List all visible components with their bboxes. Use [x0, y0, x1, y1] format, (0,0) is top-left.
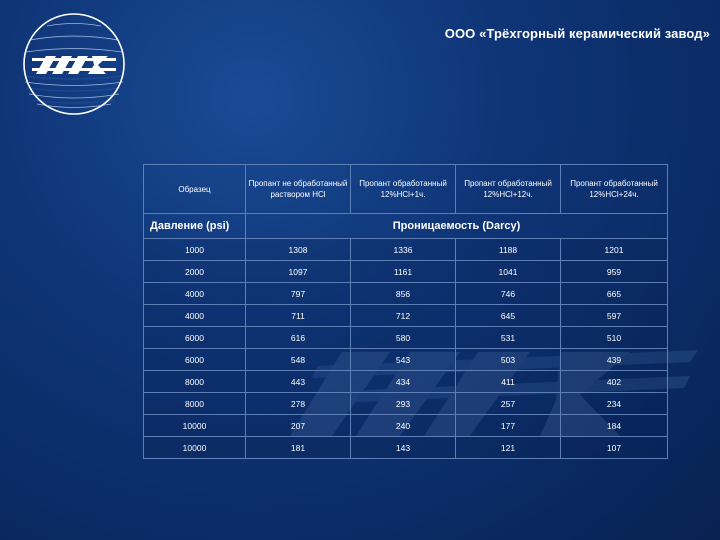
column-header-1h: Пропант обработанный 12%HCl+1ч. — [351, 165, 456, 214]
permeability-cell: 665 — [561, 283, 668, 305]
table-row — [144, 327, 668, 349]
column-header-untreated: Пропант не обработанный раствором HCl — [246, 165, 351, 214]
pressure-cell: 6000 — [144, 349, 246, 371]
permeability-cell: 797 — [246, 283, 351, 305]
pressure-cell: 10000 — [144, 437, 246, 459]
permeability-cell: 1161 — [351, 261, 456, 283]
table-row — [144, 393, 668, 415]
permeability-cell: 580 — [351, 327, 456, 349]
table-row — [144, 305, 668, 327]
pressure-cell: 8000 — [144, 371, 246, 393]
permeability-cell: 143 — [351, 437, 456, 459]
pressure-cell: 4000 — [144, 283, 246, 305]
table-row — [144, 261, 668, 283]
table-row — [144, 437, 668, 459]
pressure-header: Давление (psi) — [144, 214, 246, 239]
permeability-cell: 712 — [351, 305, 456, 327]
permeability-cell: 1201 — [561, 239, 668, 261]
permeability-cell: 548 — [246, 349, 351, 371]
table-subheader-row — [144, 214, 668, 239]
permeability-cell: 597 — [561, 305, 668, 327]
permeability-cell: 1336 — [351, 239, 456, 261]
permeability-cell: 278 — [246, 393, 351, 415]
page-title: ООО «Трёхгорный керамический завод» — [444, 26, 710, 41]
permeability-cell: 207 — [246, 415, 351, 437]
table-row — [144, 283, 668, 305]
pressure-cell: 8000 — [144, 393, 246, 415]
pressure-cell: 10000 — [144, 415, 246, 437]
permeability-cell: 1188 — [456, 239, 561, 261]
permeability-cell: 543 — [351, 349, 456, 371]
company-logo — [22, 12, 126, 116]
table-row — [144, 371, 668, 393]
pressure-cell: 6000 — [144, 327, 246, 349]
permeability-cell: 411 — [456, 371, 561, 393]
permeability-cell: 434 — [351, 371, 456, 393]
logo-globe-icon — [22, 12, 126, 116]
permeability-cell: 645 — [456, 305, 561, 327]
permeability-cell: 856 — [351, 283, 456, 305]
permeability-cell: 1097 — [246, 261, 351, 283]
permeability-cell: 959 — [561, 261, 668, 283]
permeability-cell: 439 — [561, 349, 668, 371]
permeability-cell: 107 — [561, 437, 668, 459]
column-header-24h: Пропант обработанный 12%HCl+24ч. — [561, 165, 668, 214]
permeability-cell: 711 — [246, 305, 351, 327]
permeability-cell: 402 — [561, 371, 668, 393]
permeability-cell: 293 — [351, 393, 456, 415]
sample-header: Образец — [144, 165, 246, 214]
permeability-cell: 181 — [246, 437, 351, 459]
table-row — [144, 415, 668, 437]
pressure-cell: 2000 — [144, 261, 246, 283]
permeability-header: Проницаемость (Darcy) — [246, 214, 668, 239]
permeability-cell: 184 — [561, 415, 668, 437]
permeability-cell: 121 — [456, 437, 561, 459]
table-row — [144, 349, 668, 371]
permeability-cell: 510 — [561, 327, 668, 349]
permeability-cell: 240 — [351, 415, 456, 437]
permeability-cell: 503 — [456, 349, 561, 371]
table-header-row — [144, 165, 668, 214]
permeability-table — [143, 164, 668, 459]
permeability-cell: 616 — [246, 327, 351, 349]
permeability-cell: 531 — [456, 327, 561, 349]
permeability-cell: 257 — [456, 393, 561, 415]
permeability-cell: 177 — [456, 415, 561, 437]
table-row — [144, 239, 668, 261]
pressure-cell: 1000 — [144, 239, 246, 261]
pressure-cell: 4000 — [144, 305, 246, 327]
column-header-12h: Пропант обработанный 12%HCl+12ч. — [456, 165, 561, 214]
permeability-cell: 746 — [456, 283, 561, 305]
permeability-cell: 234 — [561, 393, 668, 415]
permeability-cell: 1308 — [246, 239, 351, 261]
permeability-cell: 1041 — [456, 261, 561, 283]
permeability-cell: 443 — [246, 371, 351, 393]
